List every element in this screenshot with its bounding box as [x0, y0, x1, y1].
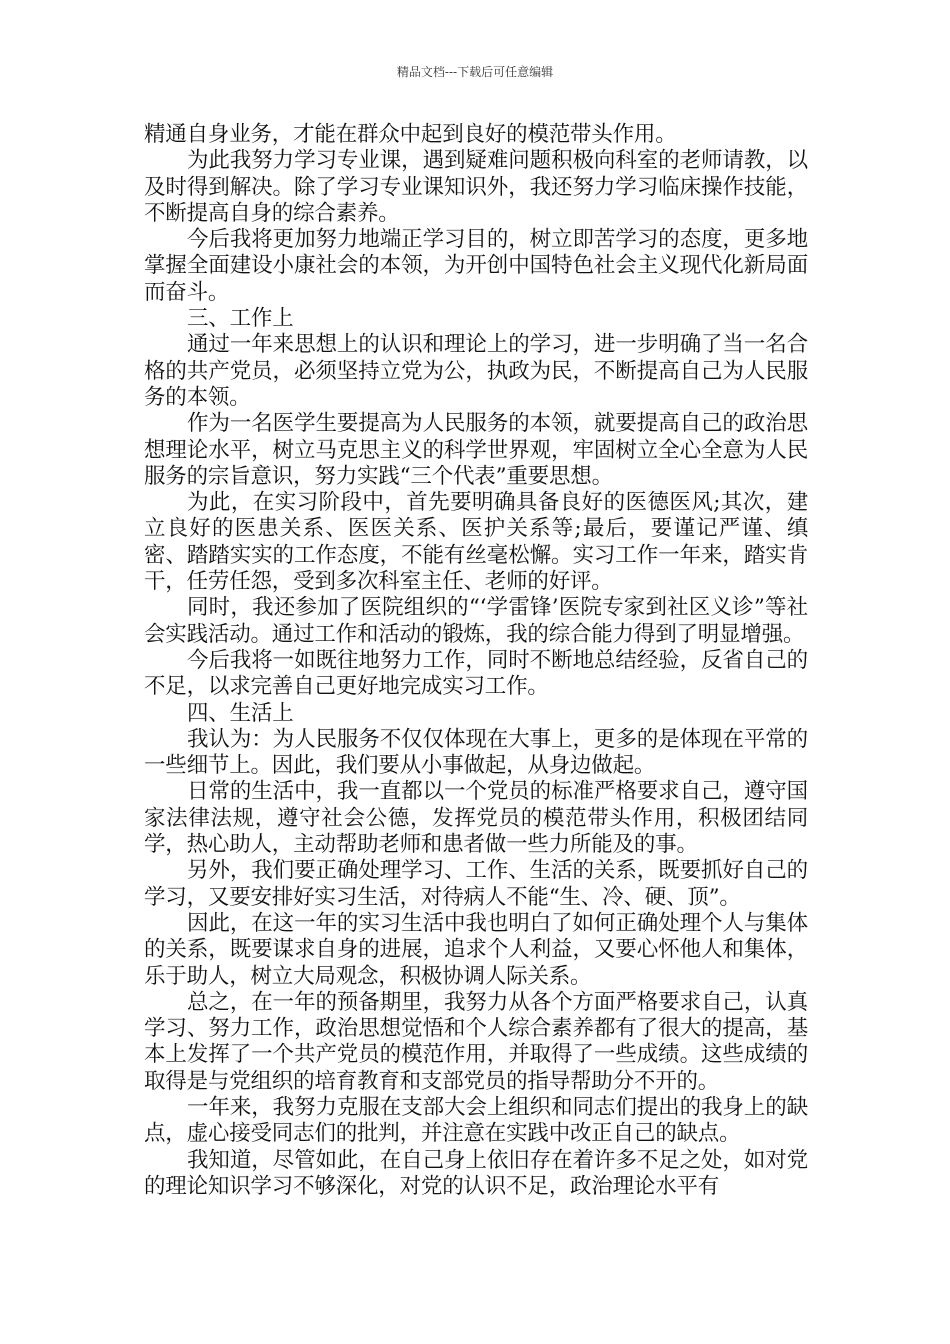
- paragraph: 作为一名医学生要提高为人民服务的本领，就要提高自己的政治思想理论水平，树立马克思主义的科学世界观，牢固树立全心全意为人民服务的宗旨意识，努力实践“三个代表”重要思想。: [144, 411, 808, 489]
- page-header: 精品文档---下载后可任意编辑: [396, 65, 554, 79]
- paragraph: 一年来，我努力克服在支部大会上组织和同志们提出的我身上的缺点，虚心接受同志们的批判，并注意在实践中改正自己的缺点。: [144, 1094, 808, 1147]
- paragraph: 今后我将更加努力地端正学习目的，树立即苦学习的态度，更多地掌握全面建设小康社会的本领，为开创中国特色社会主义现代化新局面而奋斗。: [144, 227, 808, 305]
- paragraph: 总之，在一年的预备期里，我努力从各个方面严格要求自己，认真学习、努力工作，政治思想觉悟和个人综合素养都有了很大的提高，基本上发挥了一个共产党员的模范作用，并取得了一些成绩。这些成绩的取得是与党组织的培育教育和支部党员的指导帮助分不开的。: [144, 989, 808, 1094]
- paragraph: 通过一年来思想上的认识和理论上的学习，进一步明确了当一名合格的共产党员，必须坚持立党为公，执政为民，不断提高自己为人民服务的本领。: [144, 332, 808, 410]
- paragraph: 另外，我们要正确处理学习、工作、生活的关系，既要抓好自己的学习，又要安排好实习生活，对待病人不能“生、冷、硬、顶”。: [144, 858, 808, 910]
- section-heading: 三、工作上: [187, 306, 294, 332]
- paragraph: 为此我努力学习专业课，遇到疑难问题积极向科室的老师请教，以及时得到解决。除了学习专业课知识外，我还努力学习临床操作技能，不断提高自身的综合素养。: [144, 148, 808, 226]
- document-body: [144, 122, 808, 1200]
- paragraph: 因此，在这一年的实习生活中我也明白了如何正确处理个人与集体的关系，既要谋求自身的进展，追求个人利益，又要心怀他人和集体，乐于助人，树立大局观念，积极协调人际关系。: [144, 910, 808, 989]
- paragraph: 我认为：为人民服务不仅仅体现在大事上，更多的是体现在平常的一些细节上。因此，我们要从小事做起，从身边做起。: [144, 726, 808, 779]
- paragraph: 日常的生活中，我一直都以一个党员的标准严格要求自己，遵守国家法律法规，遵守社会公德，发挥党员的模范带头作用，积极团结同学，热心助人，主动帮助老师和患者做一些力所能及的事。: [144, 779, 808, 858]
- section-heading: 四、生活上: [187, 700, 294, 726]
- paragraph: 精通自身业务，才能在群众中起到良好的模范带头作用。: [144, 122, 677, 147]
- paragraph: 今后我将一如既往地努力工作，同时不断地总结经验，反省自己的不足，以求完善自己更好地完成实习工作。: [144, 647, 808, 700]
- paragraph: 同时，我还参加了医院组织的“‘学雷锋’医院专家到社区义诊”等社会实践活动。通过工作和活动的锻炼，我的综合能力得到了明显增强。: [144, 595, 808, 647]
- paragraph: 我知道，尽管如此，在自己身上依旧存在着许多不足之处，如对党的理论知识学习不够深化，对党的认识不足，政治理论水平有: [144, 1147, 808, 1199]
- paragraph: 为此，在实习阶段中，首先要明确具备良好的医德医风;其次，建立良好的医患关系、医医关系、医护关系等;最后，要谨记严谨、缜密、踏踏实实的工作态度，不能有丝毫松懈。实习工作一年来，踏实肯干，任劳任怨，受到多次科室主任、老师的好评。: [144, 490, 808, 595]
